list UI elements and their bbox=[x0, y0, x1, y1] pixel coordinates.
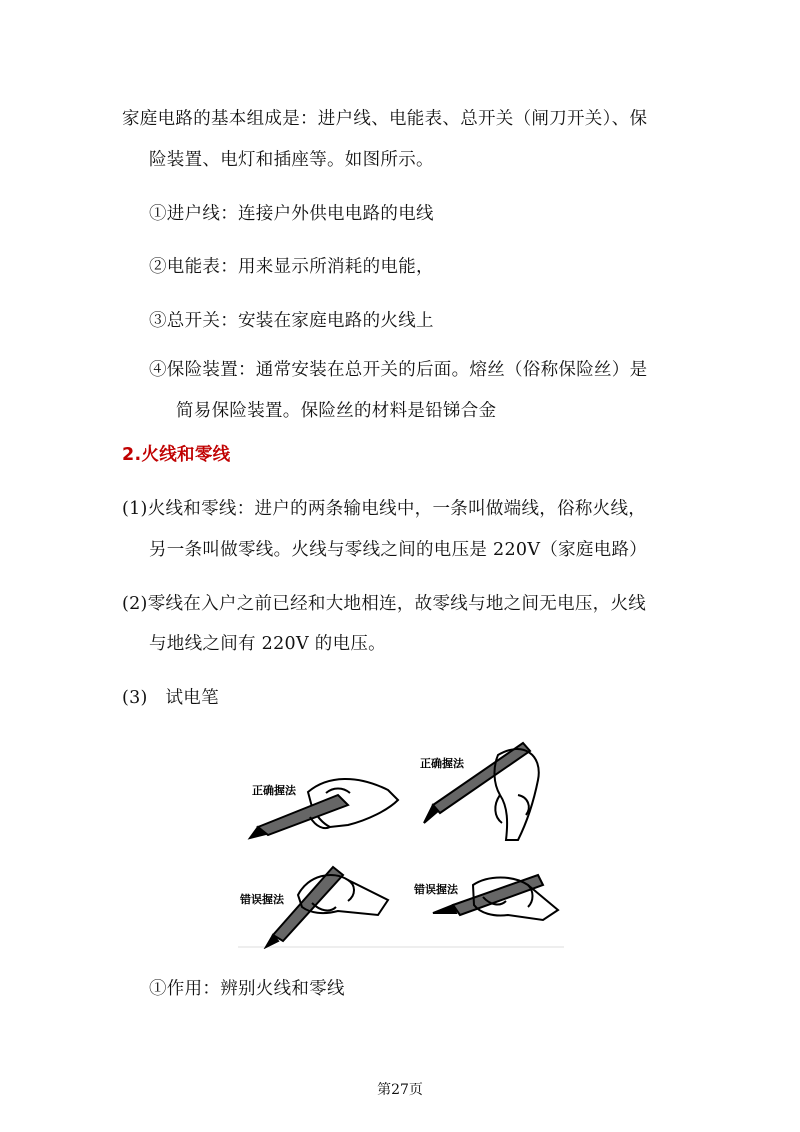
wrong-grip-left-drawing bbox=[266, 867, 388, 947]
paragraph-intro-line2: 险装置、电灯和插座等。如图所示。 bbox=[149, 150, 434, 170]
list-item-fuse-line1: ④保险装置：通常安装在总开关的后面。熔丝（俗称保险丝）是 bbox=[149, 360, 648, 380]
test-pen-grip-illustration bbox=[238, 735, 564, 949]
paragraph-grounding-line2: 与地线之间有 220V 的电压。 bbox=[149, 634, 386, 654]
paragraph-intro-line1: 家庭电路的基本组成是：进户线、电能表、总开关（闸刀开关）、保 bbox=[122, 109, 648, 129]
list-item-incoming-line: ①进户线：连接户外供电电路的电线 bbox=[149, 204, 434, 224]
caption-wrong-grip-left: 错误握法 bbox=[240, 893, 284, 906]
test-pen-grip-figure bbox=[238, 735, 564, 949]
paragraph-grounding-line1: (2)零线在入户之前已经和大地相连，故零线与地之间无电压，火线 bbox=[122, 594, 647, 614]
list-item-energy-meter: ②电能表：用来显示所消耗的电能， bbox=[149, 257, 434, 277]
page-number: 第27页 bbox=[377, 1082, 423, 1098]
paragraph-test-pen-purpose: ①作用：辨别火线和零线 bbox=[149, 979, 345, 999]
paragraph-test-pen: (3) 试电笔 bbox=[122, 688, 219, 708]
section-heading: 2.火线和零线 bbox=[122, 445, 231, 465]
caption-correct-grip-right: 正确握法 bbox=[420, 757, 464, 770]
paragraph-live-neutral-line1: (1)火线和零线：进户的两条输电线中，一条叫做端线，俗称火线， bbox=[122, 499, 647, 519]
paragraph-live-neutral-line2: 另一条叫做零线。火线与零线之间的电压是 220V（家庭电路） bbox=[149, 540, 648, 560]
caption-correct-grip-left: 正确握法 bbox=[252, 784, 296, 797]
list-item-main-switch: ③总开关：安装在家庭电路的火线上 bbox=[149, 311, 434, 331]
list-item-fuse-line2: 简易保险装置。保险丝的材料是铅锑合金 bbox=[176, 401, 497, 421]
caption-wrong-grip-right: 错误握法 bbox=[414, 883, 458, 896]
